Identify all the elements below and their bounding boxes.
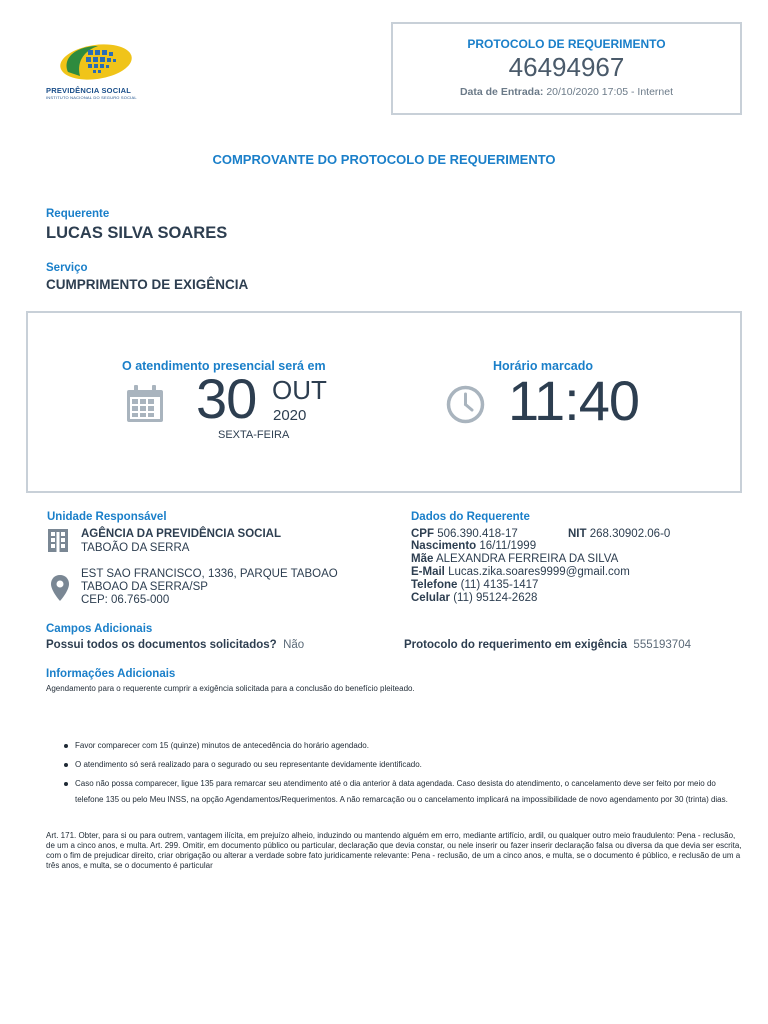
additional-info-text: Agendamento para o requerente cumprir a exigência solicitada para a conclusão do benefício pleiteado. [46, 684, 415, 693]
nit-row [568, 527, 670, 541]
email-value: Lucas.zika.soares9999@gmail.com [448, 566, 630, 578]
nit-value: 268.30902.06-0 [589, 528, 671, 540]
phone-row [411, 578, 538, 592]
phone-value: (11) 4135-1417 [460, 579, 539, 591]
phone-label: Telefone [411, 579, 458, 591]
page-title: COMPROVANTE DO PROTOCOLO DE REQUERIMENTO [212, 152, 556, 167]
cell-value: (11) 95124-2628 [453, 592, 538, 604]
unit-address-line2: TABOAO DA SERRA/SP [81, 581, 208, 593]
requester-name: LUCAS SILVA SOARES [46, 224, 228, 242]
notices-list [62, 738, 732, 811]
logo-subtitle: INSTITUTO NACIONAL DO SEGURO SOCIAL [46, 95, 137, 100]
logo-title: PREVIDÊNCIA SOCIAL [46, 86, 131, 95]
mother-row [411, 552, 618, 566]
protocol-exigencia-value: 555193704 [633, 639, 691, 651]
protocol-number: 46494967 [508, 52, 625, 82]
calendar-icon [125, 384, 165, 424]
documents-question: Possui todos os documentos solicitados? [46, 639, 277, 651]
birth-value: 16/11/1999 [479, 540, 537, 552]
appointment-time: 11:40 [508, 369, 639, 432]
unit-city: TABOÃO DA SERRA [81, 542, 190, 554]
map-pin-icon [50, 574, 70, 602]
clock-icon [445, 384, 486, 425]
birth-label: Nascimento [411, 540, 477, 552]
unit-label: Unidade Responsável [47, 511, 167, 523]
protocol-exigencia-label: Protocolo do requerimento em exigência [404, 639, 628, 651]
unit-agency: AGÊNCIA DA PREVIDÊNCIA SOCIAL [81, 528, 281, 540]
requester-label: Requerente [46, 208, 110, 220]
cpf-value: 506.390.418-17 [437, 528, 518, 540]
protocol-entry-date [391, 86, 742, 98]
notice-item: Favor comparecer com 15 (quinze) minutos de antecedência do horário agendado. [62, 738, 732, 754]
entry-date-value: 20/10/2020 17:05 - Internet [546, 86, 674, 98]
appointment-weekday: SEXTA-FEIRA [218, 429, 290, 441]
documents-answer: Não [283, 639, 305, 651]
appointment-time-label: Horário marcado [493, 359, 594, 373]
mother-label: Mãe [411, 553, 434, 565]
cpf-label: CPF [411, 528, 434, 540]
email-row [411, 565, 630, 579]
protocol-exigencia-row [404, 638, 691, 652]
nit-label: NIT [568, 528, 587, 540]
mother-value: ALEXANDRA FERREIRA DA SILVA [435, 553, 619, 565]
unit-address-line1: EST SAO FRANCISCO, 1336, PARQUE TABOAO [81, 568, 338, 580]
appointment-date-label: O atendimento presencial será em [122, 359, 326, 373]
cell-label: Celular [411, 592, 450, 604]
documents-question-row [46, 638, 304, 652]
birth-row [411, 539, 536, 553]
cell-row [411, 591, 537, 605]
service-name: CUMPRIMENTO DE EXIGÊNCIA [46, 277, 249, 292]
service-label: Serviço [46, 262, 88, 274]
unit-address-line3: CEP: 06.765-000 [81, 594, 170, 606]
email-label: E-Mail [411, 566, 445, 578]
notice-item: O atendimento só será realizado para o segurado ou seu representante devidamente identificado. [62, 757, 732, 773]
additional-info-label: Informações Adicionais [46, 668, 176, 680]
appointment-month: OUT [272, 375, 327, 405]
requester-data-label: Dados do Requerente [411, 511, 530, 523]
additional-fields-label: Campos Adicionais [46, 623, 153, 635]
protocol-title: PROTOCOLO DE REQUERIMENTO [467, 37, 666, 51]
entry-date-label: Data de Entrada: [459, 86, 544, 98]
appointment-day: 30 [196, 367, 257, 430]
legal-text: Art. 171. Obter, para si ou para outrem, vantagem ilícita, em prejuízo alheio, induzindo ou mantendo alguém em erro, mediante artifício, ardil, ou qualquer outro meio fraudulento: Pena - reclusão, de um a cinco anos, e multa. Art. 299. Omitir, em documento público ou particular, declaração que devia constar, ou nele inserir ou fazer inserir declaração falsa ou diversa da que devia ser escrita, com o fim de prejudicar direito, criar obrigação ou alterar a verdade sobre fato juridicamente relevante: Pena - reclusão, de um a cinco anos, e multa, se o documento é público, e reclusão de um a três anos, e multa, se o documento é particular [46, 831, 742, 870]
building-icon [47, 528, 69, 552]
appointment-year: 2020 [273, 407, 307, 424]
notice-item: Caso não possa comparecer, ligue 135 para remarcar seu atendimento até o dia anterior à data agendada. Caso desista do atendimento, o cancelamento deve ser feito por meio do telefone 135 ou pelo Meu INSS, na opção Agendamentos/Requerimentos. A não remarcação ou o cancelamento implicará na impossibilidade de novo agendamento por 30 (trinta) dias. [62, 776, 732, 808]
